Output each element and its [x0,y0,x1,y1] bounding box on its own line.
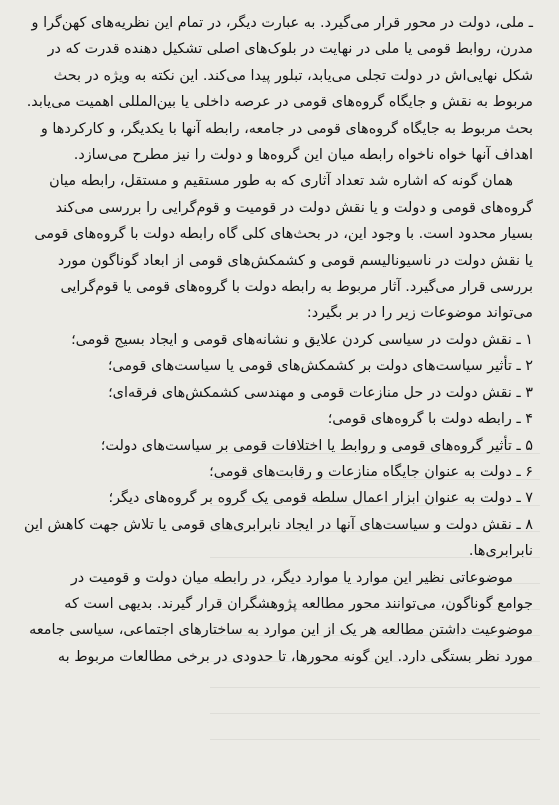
topics-list [24,327,533,565]
text-line: جوامع گوناگون، می‌توانند محور مطالعه پژوهشگران قرار گیرند. بدیهی است که [64,595,533,612]
list-item-text: تأثیر گروه‌های قومی و روابط یا اختلافات قومی بر سیاست‌های دولت؛ [100,437,512,454]
list-item-text: دولت به عنوان جایگاه منازعات و رقابت‌های قومی؛ [209,463,512,480]
list-item [24,327,533,353]
list-item-text: نقش دولت در سیاسی کردن علایق و نشانه‌های قومی و ایجاد بسیج قومی؛ [71,331,512,348]
list-item-number: ۳ ـ [511,384,533,401]
text-line: اهداف آنها خواه ناخواه رابطه میان این گروه‌ها و دولت را نیز مطرح می‌سازد. [73,147,533,164]
list-item-text: نقش دولت و سیاست‌های آنها در ایجاد نابرابری‌های قومی یا تلاش جهت کاهش این نابرابری‌ها. [24,516,533,560]
list-item-number: ۸ ـ [511,516,533,533]
list-item-text: نقش دولت در حل منازعات قومی و مهندسی کشمکش‌های فرقه‌ای؛ [108,384,512,401]
paragraph-second [24,168,533,300]
text-line: موضوعیت داشتن مطالعه هر یک از این موارد به ساختارهای اجتماعی، سیاسی جامعه [29,622,533,639]
text-line: مدرن، روابط قومی یا ملی در نهایت در بلوک‌های اصلی تشکیل دهنده قدرت که در [47,41,533,58]
text-line: مورد نظر بستگی دارد. این گونه محورها، تا حدودی در برخی مطالعات مربوط به [57,648,533,665]
list-item [24,406,533,432]
text-line: یا نقش دولت در ناسیونالیسم قومی و کشمکش‌های قومی از ابعاد گوناگون مورد [57,252,533,269]
text-line: بررسی قرار می‌گیرد. آثار مربوط به رابطه دولت با گروه‌های قومی یا قوم‌گرایی [60,279,533,296]
paragraph-closing [24,565,533,671]
text-line: شکل نهایی‌اش در دولت تجلی می‌یابد، تبلور پیدا می‌کند. این نکته به ویژه در بحث [53,67,533,84]
list-item-text: رابطه دولت با گروه‌های قومی؛ [327,411,512,428]
list-item-number: ۲ ـ [511,358,533,375]
list-item-number: ۴ ـ [511,411,533,428]
list-item-number: ۷ ـ [511,490,533,507]
text-line: مربوط به نقش و جایگاه گروه‌های قومی در عرصه داخلی یا بین‌المللی اهمیت می‌یابد. [26,94,533,111]
text-line: موضوعاتی نظیر این موارد یا موارد دیگر، در رابطه میان دولت و قومیت در [70,569,513,586]
list-item [24,380,533,406]
list-item-number: ۱ ـ [511,331,533,348]
list-item [24,512,533,565]
list-item-number: ۶ ـ [511,463,533,480]
list-item [24,353,533,379]
text-line: گروه‌های قومی و دولت و یا نقش دولت در قومیت و قوم‌گرایی را بررسی می‌کند [55,199,533,216]
text-line: بحث مربوط به جایگاه گروه‌های قومی در جامعه، رابطه آنها با یکدیگر، و کارکردها و [40,120,533,137]
paragraph-intro [24,10,533,168]
list-item [24,485,533,511]
text-line: بسیار محدود است. با وجود این، در بحث‌های کلی گاه رابطه دولت با گروه‌های قومی [34,226,533,243]
list-intro: می‌تواند موضوعات زیر را در بر بگیرد: [306,305,533,322]
list-item-text: دولت به عنوان ابزار اعمال سلطه قومی یک گروه بر گروه‌های دیگر؛ [108,490,512,507]
text-line: همان گونه که اشاره شد تعداد آثاری که به طور مستقیم و مستقل، رابطه میان [49,173,513,190]
list-item-number: ۵ ـ [511,437,533,454]
list-item-text: تأثیر سیاست‌های دولت بر کشمکش‌های قومی یا سیاست‌های قومی؛ [107,358,512,375]
text-line: ـ ملی، دولت در محور قرار می‌گیرد. به عبارت دیگر، در تمام این نظریه‌های کهن‌گرا و [31,15,533,31]
list-item [24,459,533,485]
list-item [24,433,533,459]
